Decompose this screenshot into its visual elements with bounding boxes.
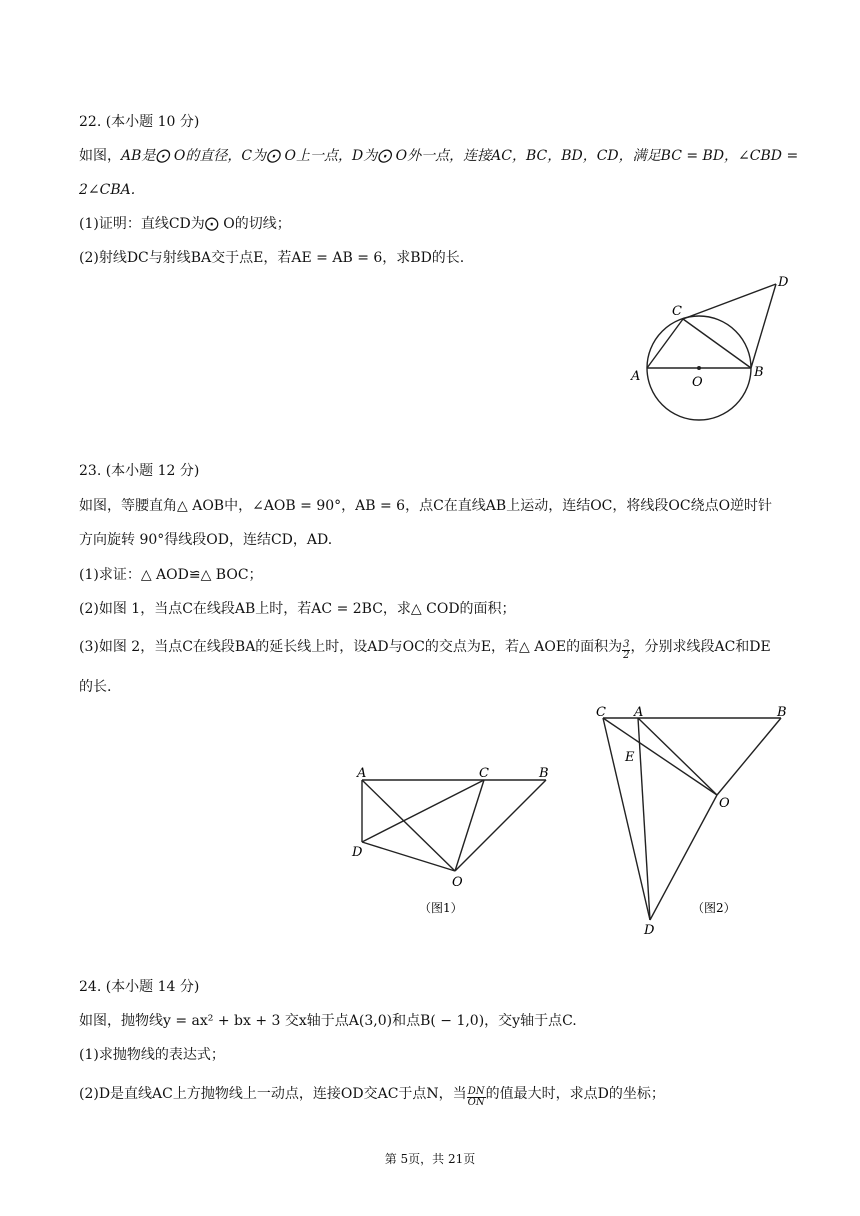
q22-header: 22. (本小题 10 分) xyxy=(79,114,200,130)
q24-part1: (1)求抛物线的表达式； xyxy=(79,1047,225,1063)
q22-figure xyxy=(620,268,800,428)
fig1-label-b: B xyxy=(539,766,549,781)
q22-line1 xyxy=(79,146,798,166)
q23-line1: 如图，等腰直角△ AOB中，∠AOB = 90°，AB = 6，点C在直线AB上运动，连结OC，将线段OC绕点O逆时针 xyxy=(79,498,773,514)
q22-line1-body: AB是⨀ O的直径，C为⨀ O上一点，D为⨀ O外一点，连接AC，BC，BD，CD，满足BC = BD，∠CBD = xyxy=(121,148,799,164)
fig2-label-d: D xyxy=(644,923,655,938)
fig1-label-d: D xyxy=(352,845,363,860)
q22-label-d: D xyxy=(778,275,789,290)
q24-ratio-numerator: DN xyxy=(467,1086,485,1097)
q22-label-o: O xyxy=(692,375,703,390)
q23-area-numerator: 3 xyxy=(623,639,630,650)
q23-line2: 方向旋转 90°得线段OD，连结CD，AD. xyxy=(79,532,333,548)
fig2-label-o: O xyxy=(719,796,730,811)
q22-part2: (2)射线DC与射线BA交于点E，若AE = AB = 6，求BD的长. xyxy=(79,250,465,266)
q23-part3-end: 的长. xyxy=(79,679,112,695)
fig1-label-a: A xyxy=(357,766,367,781)
page-footer: 第 5页，共 21页 xyxy=(384,1152,476,1166)
fig2-label-a: A xyxy=(634,705,644,720)
fig1-label-c: C xyxy=(479,766,489,781)
q23-part3-lead: (3)如图 2，当点C在线段BA的延长线上时，设AD与OC的交点为E，若△ AOE的面积为 xyxy=(79,639,623,655)
q24-part2-lead: (2)D是直线AC上方抛物线上一动点，连接OD交AC于点N，当 xyxy=(79,1086,467,1102)
q22-line1-lead: 如图， xyxy=(79,148,121,164)
q23-part3-tail: ，分别求线段AC和DE xyxy=(630,639,771,655)
q23-area-denominator: 2 xyxy=(623,650,630,661)
q23-figure2 xyxy=(585,700,805,940)
q22-label-b: B xyxy=(754,365,764,380)
fig1-caption: （图1） xyxy=(419,901,463,915)
q22-label-a: A xyxy=(631,369,641,384)
q22-part1: (1)证明：直线CD为⨀ O的切线； xyxy=(79,216,291,232)
q24-line1: 如图，抛物线y = ax² + bx + 3 交x轴于点A(3,0)和点B( − 1,0)，交y轴于点C. xyxy=(79,1013,577,1029)
q24-part2-tail: 的值最大时，求点D的坐标； xyxy=(485,1086,665,1102)
q24-ratio-denominator: ON xyxy=(467,1097,485,1108)
q23-part1: (1)求证：△ AOD≌△ BOC； xyxy=(79,567,263,583)
q22-label-c: C xyxy=(672,304,682,319)
fig2-label-e: E xyxy=(625,750,635,765)
q23-part2: (2)如图 1，当点C在线段AB上时，若AC = 2BC，求△ COD的面积； xyxy=(79,601,516,617)
fig2-label-b: B xyxy=(777,705,787,720)
fig2-label-c: C xyxy=(596,705,606,720)
q22-line2: 2∠CBA. xyxy=(79,182,136,198)
fig2-caption: （图2） xyxy=(692,901,736,915)
q24-header: 24. (本小题 14 分) xyxy=(79,979,200,995)
q24-part2 xyxy=(79,1084,665,1108)
q23-figure1 xyxy=(345,760,565,920)
q23-header: 23. (本小题 12 分) xyxy=(79,463,200,479)
fig1-label-o: O xyxy=(452,875,463,890)
q23-part3 xyxy=(79,637,771,661)
q24-ratio-fraction xyxy=(467,1087,486,1108)
